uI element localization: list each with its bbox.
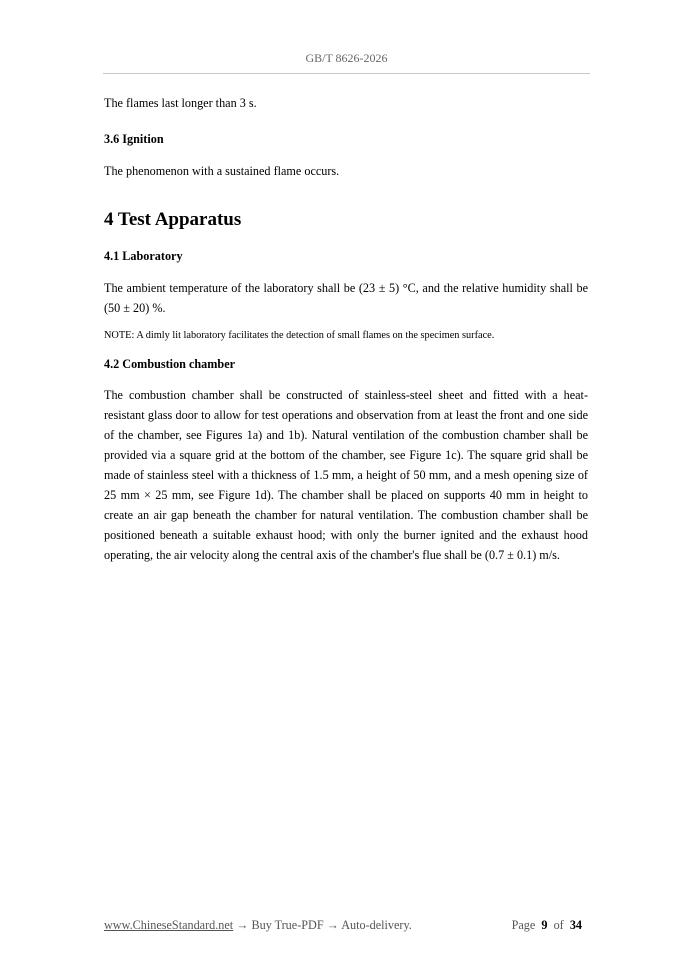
- page-total: 34: [569, 918, 582, 932]
- page-body: [104, 93, 588, 565]
- paragraph-combustion-chamber: The combustion chamber shall be constructed of stainless-steel sheet and fitted with a heat-resistant glass door to allow for test operations and observation from at least the front and one side of the chamber, see Figures 1a) and 1b). Natural ventilation of the combustion chamber shall be provided via a square grid at the bottom of the chamber, see Figure 1c). The square grid shall be made of stainless steel with a thickness of 1.5 mm, a height of 50 mm, and a mesh opening size of 25 mm × 25 mm, see Figure 1d). The chamber shall be placed on supports 40 mm in height to create an air gap beneath the chamber for natural ventilation. The combustion chamber shall be positioned beneath a suitable exhaust hood; with only the burner ignited and the exhaust hood operating, the air velocity along the central axis of the chamber's flue shall be (0.7 ± 0.1) m/s.: [104, 388, 588, 562]
- page-header: [0, 51, 693, 66]
- paragraph-flames: The flames last longer than 3 s.: [104, 96, 257, 110]
- of-label: of: [553, 918, 564, 932]
- buy-pdf-link[interactable]: Buy True-PDF: [251, 918, 324, 932]
- header-divider: [103, 73, 590, 74]
- heading-4-2-combustion-chamber: 4.2 Combustion chamber: [104, 357, 236, 371]
- footer-promo: [104, 918, 412, 933]
- page-label: Page: [511, 918, 536, 932]
- arrow-icon: →: [233, 918, 252, 932]
- heading-3-6-ignition: 3.6 Ignition: [104, 132, 164, 146]
- paragraph-laboratory: The ambient temperature of the laboratory shall be (23 ± 5) °C, and the relative humidity shall be (50 ± 20) %.: [104, 281, 588, 315]
- heading-4-test-apparatus: 4 Test Apparatus: [104, 209, 242, 230]
- site-link[interactable]: www.ChineseStandard.net: [104, 918, 234, 932]
- paragraph-ignition: The phenomenon with a sustained flame occurs.: [104, 164, 340, 178]
- arrow-icon: →: [323, 918, 342, 932]
- page-number: 9: [541, 918, 548, 932]
- heading-4-1-laboratory: 4.1 Laboratory: [104, 249, 183, 263]
- document-id: GB/T 8626-2026: [305, 51, 388, 65]
- note-laboratory: NOTE: A dimly lit laboratory facilitates the detection of small flames on the specimen surface.: [104, 330, 495, 341]
- page-footer: [104, 918, 588, 934]
- auto-delivery-text: Auto-delivery.: [341, 918, 412, 932]
- page-counter: [512, 918, 582, 933]
